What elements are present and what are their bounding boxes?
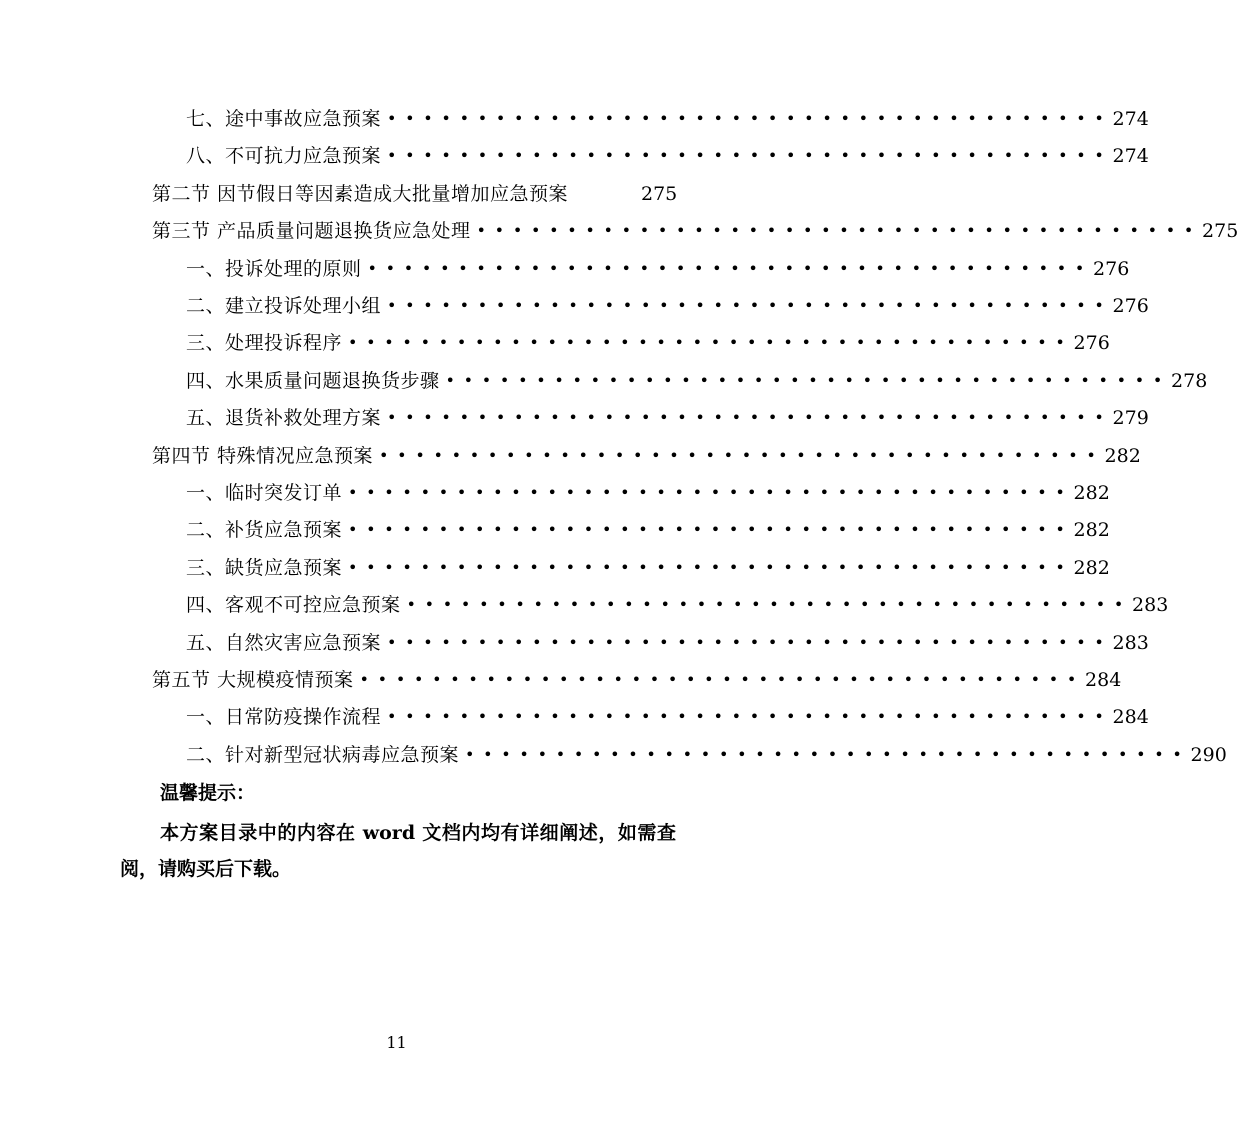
toc-entry-title: 五、自然灾害应急预案 (186, 631, 382, 654)
toc-entry[interactable] (186, 740, 1227, 770)
toc-leader-dots: •••••••••••••••••••••••••••••••••••••••• (387, 707, 1113, 727)
toc-entry-title: 四、客观不可控应急预案 (186, 594, 401, 617)
toc-entry[interactable] (152, 441, 1141, 471)
toc-leader-dots: •••••••••••••••••••••••••••••••••••••••• (476, 221, 1203, 241)
toc-entry-title: 四、水果质量问题退换货步骤 (186, 369, 440, 392)
toc-entry[interactable] (152, 179, 678, 209)
toc-entry-page: 279 (1112, 407, 1149, 430)
toc-entry[interactable] (186, 628, 1149, 658)
toc-leader-dots: •••••••••••••••••••••••••••••••••••••••• (387, 146, 1113, 166)
toc-entry-page: 274 (1112, 145, 1149, 168)
toc-entry-page: 283 (1112, 631, 1149, 654)
page-number: 11 (386, 1033, 407, 1052)
toc-entry-title: 五、退货补救处理方案 (186, 407, 382, 430)
toc-entry-page: 276 (1073, 332, 1110, 355)
toc-leader-dots: •••••••••••••••••••••••••••••••••••••••• (406, 595, 1133, 615)
toc-entry[interactable] (186, 104, 1149, 134)
toc-entry-title: 三、缺货应急预案 (186, 556, 343, 579)
toc-entry[interactable] (186, 254, 1130, 284)
toc-entry-title: 一、投诉处理的原则 (186, 257, 362, 280)
toc-entry[interactable] (186, 141, 1149, 171)
toc-entry-title: 二、补货应急预案 (186, 519, 343, 542)
toc-entry-title: 第五节 大规模疫情预案 (152, 669, 354, 691)
toc-entry-title: 第四节 特殊情况应急预案 (152, 444, 374, 467)
toc-entry-page: 276 (1093, 257, 1130, 280)
toc-leader-dots: •••••••••••••••••••••••••••••••••••••••• (348, 520, 1074, 540)
toc-entry[interactable] (186, 478, 1110, 508)
toc-entry-page: 282 (1104, 444, 1141, 467)
toc-leader-dots: •••••••••••••••••••••••••••••••••••••••• (387, 408, 1113, 428)
toc-entry[interactable] (186, 702, 1149, 732)
toc-entry-page: 282 (1073, 482, 1110, 504)
toc-leader-dots: •••••••••••••••••••••••••••••••••••••••• (379, 445, 1105, 465)
toc-entry-title: 八、不可抗力应急预案 (186, 145, 382, 168)
toc-entry-page: 275 (641, 182, 678, 205)
toc-entry-title: 二、建立投诉处理小组 (186, 295, 382, 317)
toc-entry-page: 282 (1073, 556, 1110, 579)
toc-entry-title: 一、临时突发订单 (186, 482, 343, 504)
toc-leader-dots: •••••••••••••••••••••••••••••••••••••••• (465, 744, 1191, 764)
toc-entry[interactable] (186, 291, 1149, 321)
toc-leader-dots: •••••••••••••••••••••••••••••••••••••••• (348, 333, 1074, 353)
toc-leader-dots: •••••••••••••••••••••••••••••••••••••••• (387, 296, 1113, 315)
toc-entry-title: 二、针对新型冠状病毒应急预案 (186, 743, 460, 766)
toc-entry[interactable] (186, 553, 1110, 583)
toc-entry-page: 274 (1112, 108, 1149, 130)
toc-leader-dots: •••••••••••••••••••••••••••••••••••••••• (348, 483, 1074, 502)
toc-entry[interactable] (186, 366, 1208, 396)
toc-entry-page: 276 (1112, 295, 1149, 317)
toc-entry-page: 290 (1190, 743, 1227, 766)
toc-entry-page: 284 (1112, 706, 1149, 729)
toc-entry[interactable] (152, 216, 1238, 246)
toc-entry-title: 七、途中事故应急预案 (186, 108, 382, 130)
toc-entry[interactable] (186, 403, 1149, 433)
toc-leader-dots: •••••••••••••••••••••••••••••••••••••••• (367, 258, 1094, 278)
tip-body: 本方案目录中的内容在 word 文档内均有详细阐述，如需查阅，请购买后下载。 (120, 822, 676, 880)
toc-entry-page: 275 (1202, 220, 1238, 243)
toc-entry-title: 三、处理投诉程序 (186, 332, 343, 355)
toc-leader-dots: •••••••••••••••••••••••••••••••••••••••• (387, 632, 1113, 652)
toc-entry-title: 一、日常防疫操作流程 (186, 706, 382, 729)
toc-entry-page: 283 (1132, 594, 1169, 617)
toc-entry-page: 278 (1171, 369, 1208, 392)
toc-entry[interactable] (186, 328, 1110, 358)
toc-entry-page: 284 (1085, 669, 1122, 691)
toc-leader-dots: •••••••••••••••••••••••••••••••••••••••• (348, 557, 1074, 577)
toc-leader-dots: •••••••••••••••••••••••••••••••••••••••• (445, 370, 1172, 390)
toc-entry[interactable] (186, 590, 1169, 620)
toc-leader-dots: •••••••••••••••••••••••••••••••••••••••• (359, 670, 1086, 689)
tip-title: 温馨提示： (160, 782, 256, 804)
toc-entry-title: 第三节 产品质量问题退换货应急处理 (152, 220, 471, 243)
toc-entry-page: 282 (1073, 519, 1110, 542)
toc-entry-title: 第二节 因节假日等因素造成大批量增加应急预案 (152, 182, 569, 205)
toc-entry[interactable] (186, 515, 1110, 545)
toc-entry[interactable] (152, 665, 1122, 695)
toc-leader-dots: •••••••••••••••••••••••••••••••••••••••• (387, 109, 1113, 128)
